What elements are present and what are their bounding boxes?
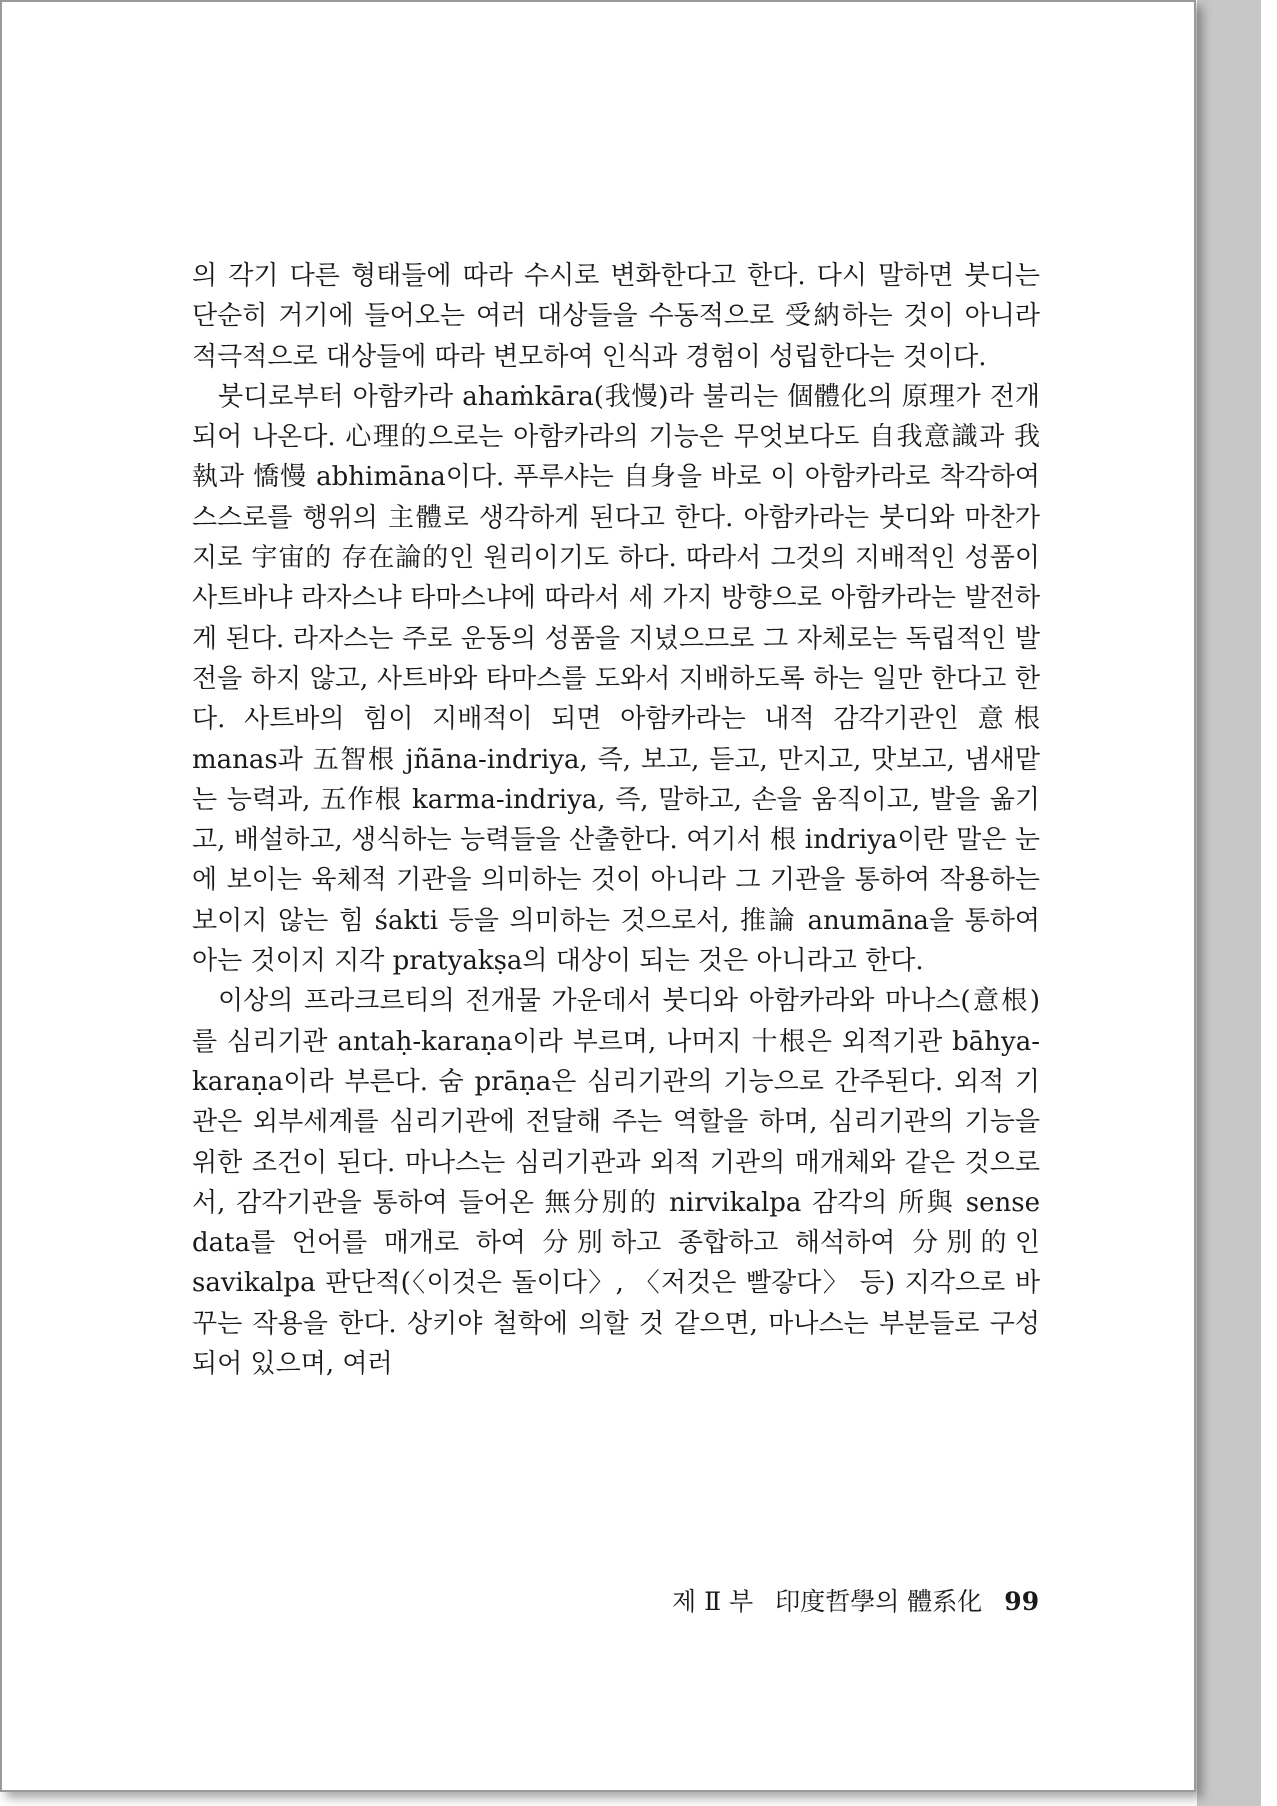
book-side-edge xyxy=(1197,0,1261,1806)
page-footer xyxy=(672,1582,1052,1618)
paragraph-3: 이상의 프라크르티의 전개물 가운데서 붓디와 아함카라와 마나스(意根)를 심리기관 antaḥ-karaṇa이라 부르며, 나머지 十根은 외적기관 bāhya-karaṇa이라 부른다. 숨 prāṇa은 심리기관의 기능으로 간주된다. 외적 기관은 외부세계를 심리기관에 전달해 주는 역할을 하며, 심리기관의 기능을 위한 조건이 된다. 마나스는 심리기관과 외적 기관의 매개체와 같은 것으로서, 감각기관을 통하여 들어온 無分別的 nirvikalpa 감각의 所與 sense data를 언어를 매개로 하여 分別하고 종합하고 해석하여 分別的인 savikalpa 판단적(〈이것은 돌이다〉, 〈저것은 빨갛다〉 등) 지각으로 바꾸는 작용을 한다. 상키야 철학에 의할 것 같으면, 마나스는 부분들로 구성되어 있으며, 여러 xyxy=(192,986,1040,1380)
body-text xyxy=(192,256,1040,1384)
paragraph-2: 붓디로부터 아함카라 ahaṁkāra(我慢)라 불리는 個體化의 原理가 전개되어 나온다. 心理的으로는 아함카라의 기능은 무엇보다도 自我意識과 我執과 憍慢 abhimāna이다. 푸루샤는 自身을 바로 이 아함카라로 착각하여 스스로를 행위의 主體로 생각하게 된다고 한다. 아함카라는 붓디와 마찬가지로 宇宙的 存在論的인 원리이기도 하다. 따라서 그것의 지배적인 성품이 사트바냐 라자스냐 타마스냐에 따라서 세 가지 방향으로 아함카라는 발전하게 된다. 라자스는 주로 운동의 성품을 지녔으므로 그 자체로는 독립적인 발전을 하지 않고, 사트바와 타마스를 도와서 지배하도록 하는 일만 한다고 한다. 사트바의 힘이 지배적이 되면 아함카라는 내적 감각기관인 意根 manas과 五智根 jñāna-indriya, 즉, 보고, 듣고, 만지고, 맛보고, 냄새맡는 능력과, 五作根 karma-indriya, 즉, 말하고, 손을 움직이고, 발을 옮기고, 배설하고, 생식하는 능력들을 산출한다. 여기서 根 indriya이란 말은 눈에 보이는 육체적 기관을 의미하는 것이 아니라 그 기관을 통하여 작용하는 보이지 않는 힘 śakti 등을 의미하는 것으로서, 推論 anumāna을 통하여 아는 것이지 지각 pratyakṣa의 대상이 되는 것은 아니라고 한다. xyxy=(192,381,1040,977)
page-number: 99 xyxy=(1004,1587,1040,1616)
footer-chapter-title: 印度哲學의 體系化 xyxy=(775,1587,983,1616)
footer-part-label: 제 Ⅱ 부 xyxy=(672,1587,754,1616)
paragraph-1: 의 각기 다른 형태들에 따라 수시로 변화한다고 한다. 다시 말하면 붓디는 단순히 거기에 들어오는 여러 대상들을 수동적으로 受納하는 것이 아니라 적극적으로 대상들에 따라 변모하여 인식과 경험이 성립한다는 것이다. xyxy=(192,261,1040,372)
